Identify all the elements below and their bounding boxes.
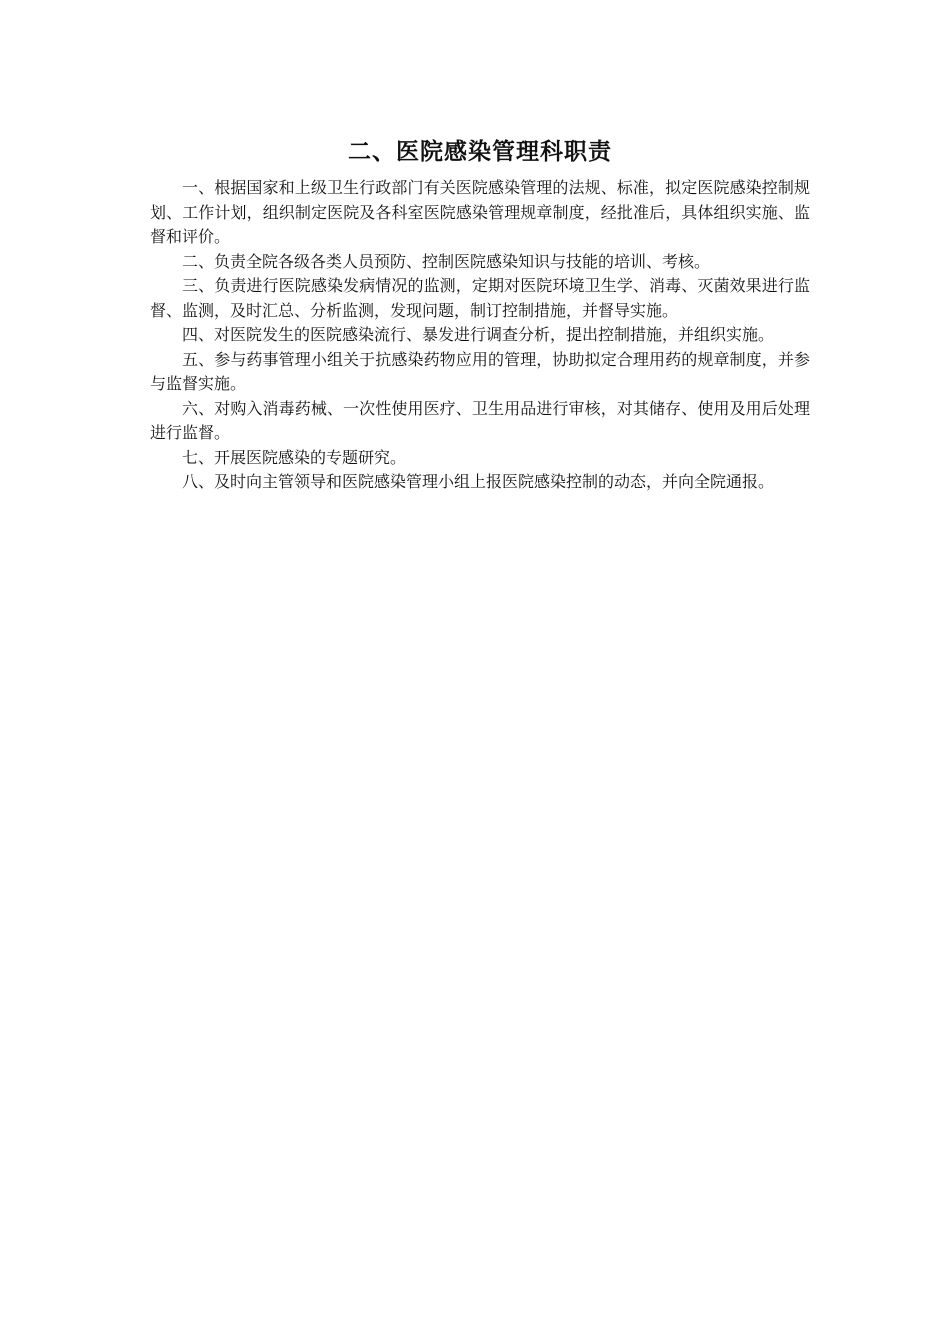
duty-paragraph-7: 七、开展医院感染的专题研究。 <box>182 447 407 467</box>
duty-paragraph-4: 四、对医院发生的医院感染流行、暴发进行调查分析，提出控制措施，并组织实施。 <box>182 325 775 344</box>
duty-paragraph-1: 一、根据国家和上级卫生行政部门有关医院感染管理的法规、标准，拟定医院感染控制规划、工作计划，组织制定医院及各科室医院感染管理规章制度，经批准后，具体组织实施、监督和评价。 <box>150 178 810 246</box>
duty-paragraph-5: 五、参与药事管理小组关于抗感染药物应用的管理，协助拟定合理用药的规章制度，并参与监督实施。 <box>150 349 810 393</box>
duty-paragraph-2: 二、负责全院各级各类人员预防、控制医院感染知识与技能的培训、考核。 <box>182 251 711 271</box>
duty-paragraph-3: 三、负责进行医院感染发病情况的监测，定期对医院环境卫生学、消毒、灭菌效果进行监督、监测，及时汇总、分析监测，发现问题，制订控制措施，并督导实施。 <box>150 276 810 320</box>
document-body <box>150 134 810 495</box>
duty-paragraph-8: 八、及时向主管领导和医院感染管理小组上报医院感染控制的动态，并向全院通报。 <box>182 472 775 491</box>
duty-paragraph-6: 六、对购入消毒药械、一次性使用医疗、卫生用品进行审核，对其储存、使用及用后处理进行监督。 <box>150 398 810 442</box>
document-title: 二、医院感染管理科职责 <box>348 139 612 165</box>
